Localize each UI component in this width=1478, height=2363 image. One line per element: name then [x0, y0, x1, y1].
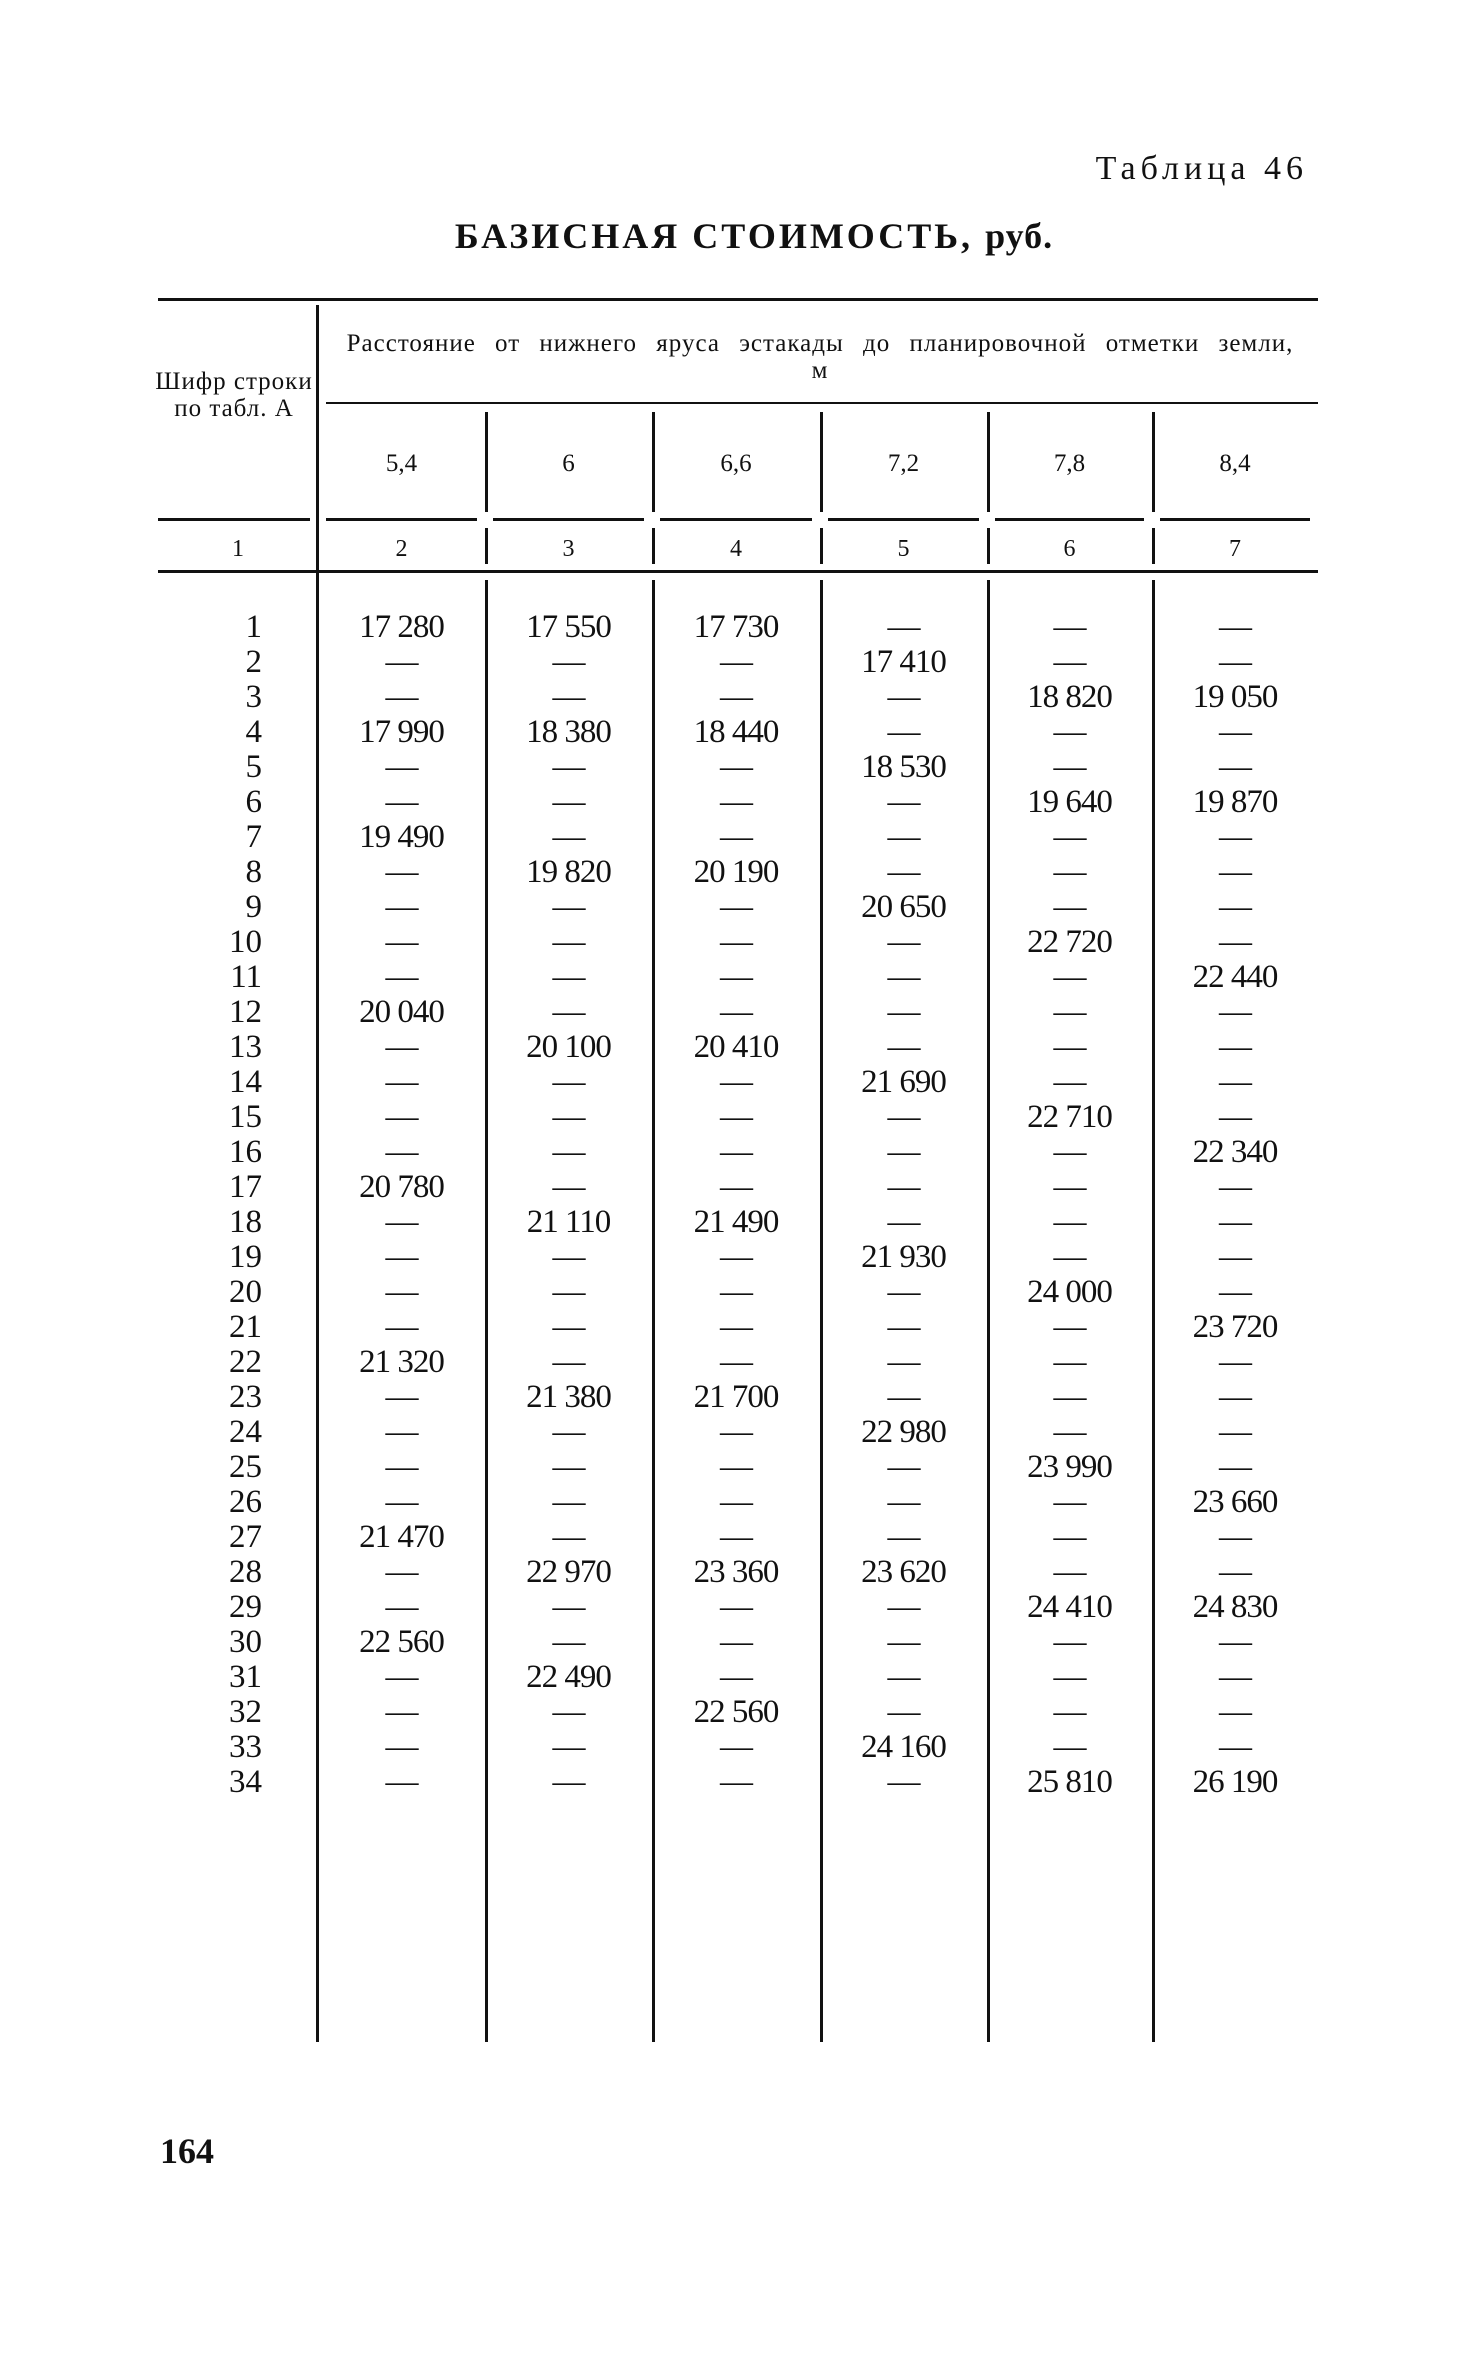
- table-cell: —: [552, 1309, 585, 1345]
- row-code: 25: [229, 1449, 262, 1485]
- table-cell: —: [385, 1659, 418, 1695]
- table-cell: —: [720, 1624, 752, 1660]
- table-cell: —: [1053, 1694, 1086, 1730]
- table-cell: 24 410: [1027, 1589, 1112, 1625]
- table-cell: —: [887, 854, 920, 890]
- header-rule-segment: [493, 518, 644, 521]
- table-cell: —: [1053, 1029, 1086, 1065]
- table-cell: 25 810: [1027, 1764, 1112, 1800]
- table-cell: —: [887, 1099, 920, 1135]
- table-cell: —: [720, 1414, 752, 1450]
- table-cell: 17 730: [693, 609, 779, 645]
- table-cell: —: [552, 1274, 585, 1310]
- column-number: 2: [395, 536, 408, 562]
- table-cell: —: [887, 1694, 920, 1730]
- table-cell: 22 710: [1027, 1099, 1112, 1135]
- table-cell: 20 100: [526, 1029, 611, 1065]
- table-cell: —: [385, 1029, 418, 1065]
- table-cell: —: [1219, 1449, 1251, 1485]
- table-cell: 22 560: [693, 1694, 779, 1730]
- table-cell: —: [552, 1519, 585, 1555]
- table-cell: —: [385, 924, 418, 960]
- table-cell: —: [385, 1379, 418, 1415]
- row-code: 22: [229, 1344, 262, 1380]
- row-code: 2: [245, 644, 262, 680]
- table-cell: —: [1053, 854, 1086, 890]
- column-numbers-rule: [158, 570, 1318, 573]
- table-cell: —: [720, 924, 752, 960]
- distance-value: 7,8: [1053, 450, 1086, 477]
- table-cell: —: [887, 679, 920, 715]
- row-code: 29: [229, 1589, 262, 1625]
- table-cell: 17 550: [526, 609, 611, 645]
- table-cell: 21 490: [693, 1204, 779, 1240]
- row-code: 7: [245, 819, 262, 855]
- table-cell: —: [385, 644, 418, 680]
- table-cell: —: [552, 784, 585, 820]
- table-cell: —: [720, 819, 752, 855]
- row-code: 5: [245, 749, 262, 785]
- row-code: 17: [229, 1169, 262, 1205]
- table-cell: —: [1219, 1099, 1251, 1135]
- distance-header-rule: [326, 402, 1318, 404]
- table-cell: 21 700: [693, 1379, 779, 1415]
- table-cell: —: [1219, 1064, 1251, 1100]
- table-cell: —: [887, 1309, 920, 1345]
- table-cell: —: [552, 679, 585, 715]
- table-cell: —: [887, 1659, 920, 1695]
- table-cell: 22 720: [1027, 924, 1112, 960]
- row-code: 33: [229, 1729, 262, 1765]
- distance-value: 5,4: [385, 450, 418, 477]
- page-number: 164: [160, 2131, 214, 2171]
- title-unit: руб.: [985, 216, 1054, 256]
- table-cell: —: [385, 854, 418, 890]
- table-cell: —: [552, 994, 585, 1030]
- table-cell: 20 410: [693, 1029, 779, 1065]
- table-cell: —: [720, 1519, 752, 1555]
- table-cell: —: [1053, 889, 1086, 925]
- table-cell: —: [385, 1064, 418, 1100]
- table-cell: —: [385, 1484, 418, 1520]
- distance-value: 6,6: [720, 450, 752, 477]
- table-cell: —: [720, 1309, 752, 1345]
- table-cell: —: [1219, 1659, 1251, 1695]
- table-cell: —: [720, 1449, 752, 1485]
- table-cell: —: [1219, 1204, 1251, 1240]
- table-cell: —: [1219, 1344, 1251, 1380]
- table-cell: —: [552, 1449, 585, 1485]
- table-cell: —: [720, 1169, 752, 1205]
- table-cell: —: [385, 1204, 418, 1240]
- table-cell: —: [1219, 749, 1251, 785]
- top-rule: [158, 298, 1318, 301]
- table-cell: —: [552, 1484, 585, 1520]
- table-cell: —: [1219, 1694, 1251, 1730]
- table-cell: 19 050: [1192, 679, 1278, 715]
- table-cell: —: [1219, 1169, 1251, 1205]
- distance-value: 6: [562, 450, 575, 477]
- column-number: 1: [232, 536, 244, 562]
- row-code: 6: [245, 784, 262, 820]
- table-cell: —: [720, 679, 752, 715]
- table-cell: —: [552, 1134, 585, 1170]
- row-code: 21: [229, 1309, 262, 1345]
- row-code: 4: [245, 714, 262, 750]
- table-cell: 22 560: [359, 1624, 444, 1660]
- table-cell: 22 440: [1192, 959, 1278, 995]
- table-cell: —: [552, 1729, 585, 1765]
- table-cell: 17 280: [359, 609, 444, 645]
- table-cell: —: [1053, 1134, 1086, 1170]
- table-cell: —: [1053, 1484, 1086, 1520]
- table-cell: —: [887, 1204, 920, 1240]
- table-cell: —: [1053, 1309, 1086, 1345]
- table-cell: —: [720, 1239, 752, 1275]
- table-cell: 24 160: [861, 1729, 946, 1765]
- row-code: 18: [229, 1204, 262, 1240]
- table-cell: 22 490: [526, 1659, 611, 1695]
- table-cell: 18 820: [1027, 679, 1112, 715]
- table-cell: —: [1219, 889, 1251, 925]
- table-cell: —: [385, 784, 418, 820]
- table-cell: —: [1053, 959, 1086, 995]
- row-code: 23: [229, 1379, 262, 1415]
- row-code: 31: [229, 1659, 262, 1695]
- table-cell: —: [887, 609, 920, 645]
- table-cell: —: [1219, 1519, 1251, 1555]
- distance-value: 7,2: [887, 450, 920, 477]
- table-cell: —: [1219, 994, 1251, 1030]
- table-cell: —: [887, 1379, 920, 1415]
- row-code: 10: [229, 924, 262, 960]
- row-code: 11: [230, 959, 262, 995]
- table-cell: —: [1219, 1729, 1251, 1765]
- table-cell: —: [1053, 749, 1086, 785]
- table-cell: —: [720, 1344, 752, 1380]
- table-cell: —: [385, 1554, 418, 1590]
- table-cell: —: [1219, 854, 1251, 890]
- table-cell: —: [1219, 609, 1251, 645]
- column-number: 7: [1229, 536, 1241, 562]
- header-rule-segment: [326, 518, 477, 521]
- table-cell: —: [1053, 1519, 1086, 1555]
- table-cell: 20 650: [861, 889, 946, 925]
- table-cell: 24 830: [1192, 1589, 1278, 1625]
- table-cell: —: [552, 1764, 585, 1800]
- table-cell: —: [887, 714, 920, 750]
- table-cell: 23 660: [1192, 1484, 1278, 1520]
- table-cell: —: [552, 1694, 585, 1730]
- table-cell: 17 410: [861, 644, 946, 680]
- table-cell: 22 340: [1192, 1134, 1278, 1170]
- table-cell: —: [1053, 1729, 1086, 1765]
- table-cell: —: [1053, 1659, 1086, 1695]
- table-cell: —: [385, 1729, 418, 1765]
- row-code: 30: [229, 1624, 262, 1660]
- row-code-header: Шифр строки по табл. А: [155, 368, 313, 422]
- table-cell: 21 470: [359, 1519, 444, 1555]
- table-cell: —: [1219, 1379, 1251, 1415]
- table-cell: —: [385, 1764, 418, 1800]
- row-code: 16: [229, 1134, 262, 1170]
- table-cell: —: [720, 959, 752, 995]
- table-cell: 23 620: [861, 1554, 946, 1590]
- table-title: [0, 215, 1478, 257]
- table-cell: 18 440: [693, 714, 779, 750]
- row-code: 34: [229, 1764, 262, 1800]
- table-cell: —: [385, 1449, 418, 1485]
- table-cell: —: [385, 1239, 418, 1275]
- table-cell: —: [720, 749, 752, 785]
- table-cell: 21 690: [861, 1064, 946, 1100]
- table-cell: —: [1053, 1414, 1086, 1450]
- table-cell: —: [1053, 1169, 1086, 1205]
- table-cell: —: [1219, 924, 1251, 960]
- table-cell: —: [552, 1169, 585, 1205]
- row-code: 14: [229, 1064, 262, 1100]
- table-cell: —: [720, 1274, 752, 1310]
- table-cell: —: [887, 994, 920, 1030]
- table-cell: —: [552, 1624, 585, 1660]
- table-cell: —: [552, 644, 585, 680]
- table-cell: —: [1219, 1274, 1251, 1310]
- table-cell: —: [720, 1589, 752, 1625]
- table-cell: —: [385, 959, 418, 995]
- table-cell: 20 780: [359, 1169, 444, 1205]
- table-cell: —: [887, 1134, 920, 1170]
- table-cell: —: [1053, 714, 1086, 750]
- table-cell: —: [887, 1484, 920, 1520]
- table-cell: —: [720, 994, 752, 1030]
- table-cell: 23 720: [1192, 1309, 1278, 1345]
- table-cell: —: [1219, 714, 1251, 750]
- table-cell: —: [1053, 1064, 1086, 1100]
- table-cell: —: [720, 1099, 752, 1135]
- table-cell: —: [385, 749, 418, 785]
- table-cell: —: [1219, 1239, 1251, 1275]
- table-cell: —: [552, 889, 585, 925]
- table-cell: 19 870: [1192, 784, 1278, 820]
- table-cell: —: [1053, 1624, 1086, 1660]
- table-cell: —: [887, 819, 920, 855]
- table-cell: —: [720, 1729, 752, 1765]
- table-cell: —: [552, 1099, 585, 1135]
- table-cell: —: [1219, 1029, 1251, 1065]
- table-cell: —: [1053, 1204, 1086, 1240]
- table-cell: —: [552, 749, 585, 785]
- table-cell: —: [1053, 1554, 1086, 1590]
- table-cell: —: [1053, 1239, 1086, 1275]
- table-cell: —: [385, 1589, 418, 1625]
- row-code: 12: [229, 994, 262, 1030]
- table-cell: —: [720, 889, 752, 925]
- table-cell: 22 980: [861, 1414, 946, 1450]
- table-cell: —: [1219, 1624, 1251, 1660]
- table-cell: —: [887, 1764, 920, 1800]
- row-code: 13: [229, 1029, 262, 1065]
- table-cell: —: [720, 1484, 752, 1520]
- table-cell: 20 040: [359, 994, 444, 1030]
- column-number: 5: [897, 536, 910, 562]
- table-cell: 21 930: [861, 1239, 946, 1275]
- table-cell: —: [385, 1274, 418, 1310]
- table-cell: —: [552, 1344, 585, 1380]
- table-cell: —: [887, 1169, 920, 1205]
- row-code: 1: [245, 609, 262, 645]
- table-cell: —: [1219, 1554, 1251, 1590]
- column-number: 6: [1063, 536, 1076, 562]
- table-cell: 24 000: [1027, 1274, 1112, 1310]
- row-code: 8: [245, 854, 262, 890]
- table-cell: —: [385, 1414, 418, 1450]
- table-cell: —: [720, 1134, 752, 1170]
- table-cell: 18 530: [861, 749, 946, 785]
- table-cell: —: [385, 889, 418, 925]
- table-cell: —: [385, 1309, 418, 1345]
- header-rule-segment: [995, 518, 1144, 521]
- table-cell: 20 190: [693, 854, 779, 890]
- table-cell: —: [887, 784, 920, 820]
- table-cell: —: [720, 644, 752, 680]
- row-code: 24: [229, 1414, 262, 1450]
- table-cell: —: [1219, 819, 1251, 855]
- table-cell: —: [385, 1134, 418, 1170]
- table-cell: —: [887, 1519, 920, 1555]
- table-cell: 23 360: [693, 1554, 779, 1590]
- table-cell: —: [720, 1659, 752, 1695]
- table-cell: —: [1053, 994, 1086, 1030]
- header-rule-segment: [660, 518, 812, 521]
- table-cell: —: [385, 679, 418, 715]
- header-rule-segment: [1160, 518, 1310, 521]
- table-cell: —: [552, 924, 585, 960]
- row-code: 15: [229, 1099, 262, 1135]
- table-cell: —: [1053, 609, 1086, 645]
- table-cell: —: [720, 1064, 752, 1100]
- table-cell: —: [720, 1764, 752, 1800]
- table-cell: —: [552, 1589, 585, 1625]
- table-cell: —: [887, 1449, 920, 1485]
- row-code: 3: [245, 679, 262, 715]
- table-cell: 23 990: [1027, 1449, 1112, 1485]
- table-cell: —: [1053, 1379, 1086, 1415]
- table-cell: —: [1219, 644, 1251, 680]
- row-code: 19: [229, 1239, 262, 1275]
- table-cell: —: [887, 1274, 920, 1310]
- table-cell: —: [385, 1694, 418, 1730]
- row-code: 27: [229, 1519, 262, 1555]
- table-cell: 21 320: [359, 1344, 444, 1380]
- table-cell: —: [720, 784, 752, 820]
- column-number: 3: [562, 536, 575, 562]
- header-rule-segment: [828, 518, 979, 521]
- table-cell: —: [385, 1099, 418, 1135]
- table-cell: 22 970: [526, 1554, 611, 1590]
- distance-value: 8,4: [1219, 450, 1251, 477]
- row-code: 28: [229, 1554, 262, 1590]
- row-code: 20: [229, 1274, 262, 1310]
- table-cell: —: [552, 1239, 585, 1275]
- table-cell: —: [552, 819, 585, 855]
- table-cell: 17 990: [359, 714, 444, 750]
- table-cell: —: [887, 924, 920, 960]
- table-cell: —: [552, 1064, 585, 1100]
- table-cell: —: [887, 959, 920, 995]
- table-cell: 19 640: [1027, 784, 1112, 820]
- table-cell: 19 820: [526, 854, 611, 890]
- table-cell: —: [1219, 1414, 1251, 1450]
- table-cell: 21 380: [526, 1379, 611, 1415]
- row-code: 32: [229, 1694, 262, 1730]
- column-number: 4: [730, 536, 742, 562]
- table-cell: —: [1053, 644, 1086, 680]
- table-cell: 21 110: [526, 1204, 611, 1240]
- table-cell: —: [552, 1414, 585, 1450]
- table-cell: —: [887, 1344, 920, 1380]
- table-cell: 26 190: [1192, 1764, 1278, 1800]
- table-cell: 18 380: [526, 714, 611, 750]
- row-code: 26: [229, 1484, 262, 1520]
- table-cell: —: [887, 1029, 920, 1065]
- table-cell: —: [887, 1624, 920, 1660]
- table-cell: 19 490: [359, 819, 444, 855]
- distance-header: Расстояние от нижнего яруса эстакады до планировочной отметки земли, м: [346, 330, 1294, 384]
- table-cell: —: [552, 959, 585, 995]
- header-rule-segment: [158, 518, 310, 521]
- table-cell: —: [1053, 819, 1086, 855]
- table-cell: —: [887, 1589, 920, 1625]
- title-text: БАЗИСНАЯ СТОИМОСТЬ,: [454, 216, 974, 256]
- table-cell: —: [1053, 1344, 1086, 1380]
- table-number-label: Таблица 46: [1095, 150, 1308, 187]
- row-code: 9: [245, 889, 262, 925]
